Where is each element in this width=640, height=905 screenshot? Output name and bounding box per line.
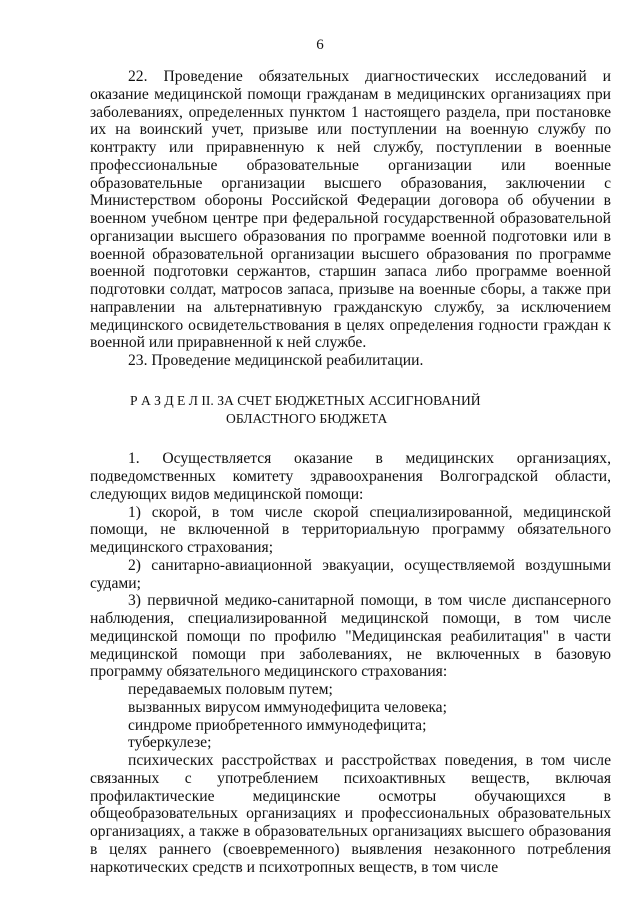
disease-list-item: туберкулезе; [128,734,212,752]
mental-disorders-paragraph: психических расстройствах и расстройствах поведения, в том числе связанных с употреблением психоактивных веществ, включая профилактические медицинские осмотры обучающихся в общеобразовательных организациях и профессиональных образовательных организациях, а также в образовательных организациях высшего образования в целях раннего (своевременного) выявления незаконного потребления наркотических средств и психотропных веществ, в том числе [90,752,611,876]
subitem-3: 3) первичной медико-санитарной помощи, в том числе диспансерного наблюдения, специализированной медицинской помощи, в том числе медицинской помощи по профилю "Медицинская реабилитация" в части медицинской помощи при заболеваниях, не включенных в базовую программу обязательного медицинского страхования: [90,592,611,681]
page-number: 6 [316,37,324,53]
paragraph-item-1: 1. Осуществляется оказание в медицинских организациях, подведомственных комитету здравоохранения Волгоградской области, следующих видов медицинской помощи: [90,450,611,503]
paragraph-item-23: 23. Проведение медицинской реабилитации. [128,352,424,369]
disease-list-item: передаваемых половым путем; [128,681,333,698]
disease-list-item: вызванных вирусом иммунодефицита человека; [128,698,447,716]
paragraph-item-22: 22. Проведение обязательных диагностических исследований и оказание медицинской помощи гражданам в медицинских организациях при заболеваниях, определенных пунктом 1 настоящего раздела, при постановке их на воинский учет, призыве или поступлении на военную службу по контракту или приравненную к ней службу, поступлении в военные профессиональные образовательные организации или военные образовательные организации высшего образования, заключении с Министерством обороны Российской Федерации договора об обучении в военном учебном центре при федеральной государственной образовательной организации высшего образования по программе военной подготовки или в военной образовательной организации высшего образования по программе военной подготовки сержантов, старшин запаса либо программе военной подготовки солдат, матросов запаса, призыве на военные сборы, а также при направлении на альтернативную гражданскую службу, за исключением медицинского освидетельствования в целях определения годности граждан к военной или приравненной к ней службе. [90,68,611,352]
section-heading-line-1: Р А З Д Е Л II. ЗА СЧЕТ БЮДЖЕТНЫХ АССИГНОВАНИЙ [130,392,481,408]
section-heading [90,392,611,428]
document-body [90,68,611,876]
disease-list-item: синдроме приобретенного иммунодефицита; [128,716,427,734]
subitem-1: 1) скорой, в том числе скорой специализированной, медицинской помощи, не включенной в территориальную программу обязательного медицинского страхования; [90,503,611,556]
section-heading-line-2: ОБЛАСТНОГО БЮДЖЕТА [226,410,388,426]
subitem-2: 2) санитарно-авиационной эвакуации, осуществляемой воздушными судами; [90,556,611,592]
